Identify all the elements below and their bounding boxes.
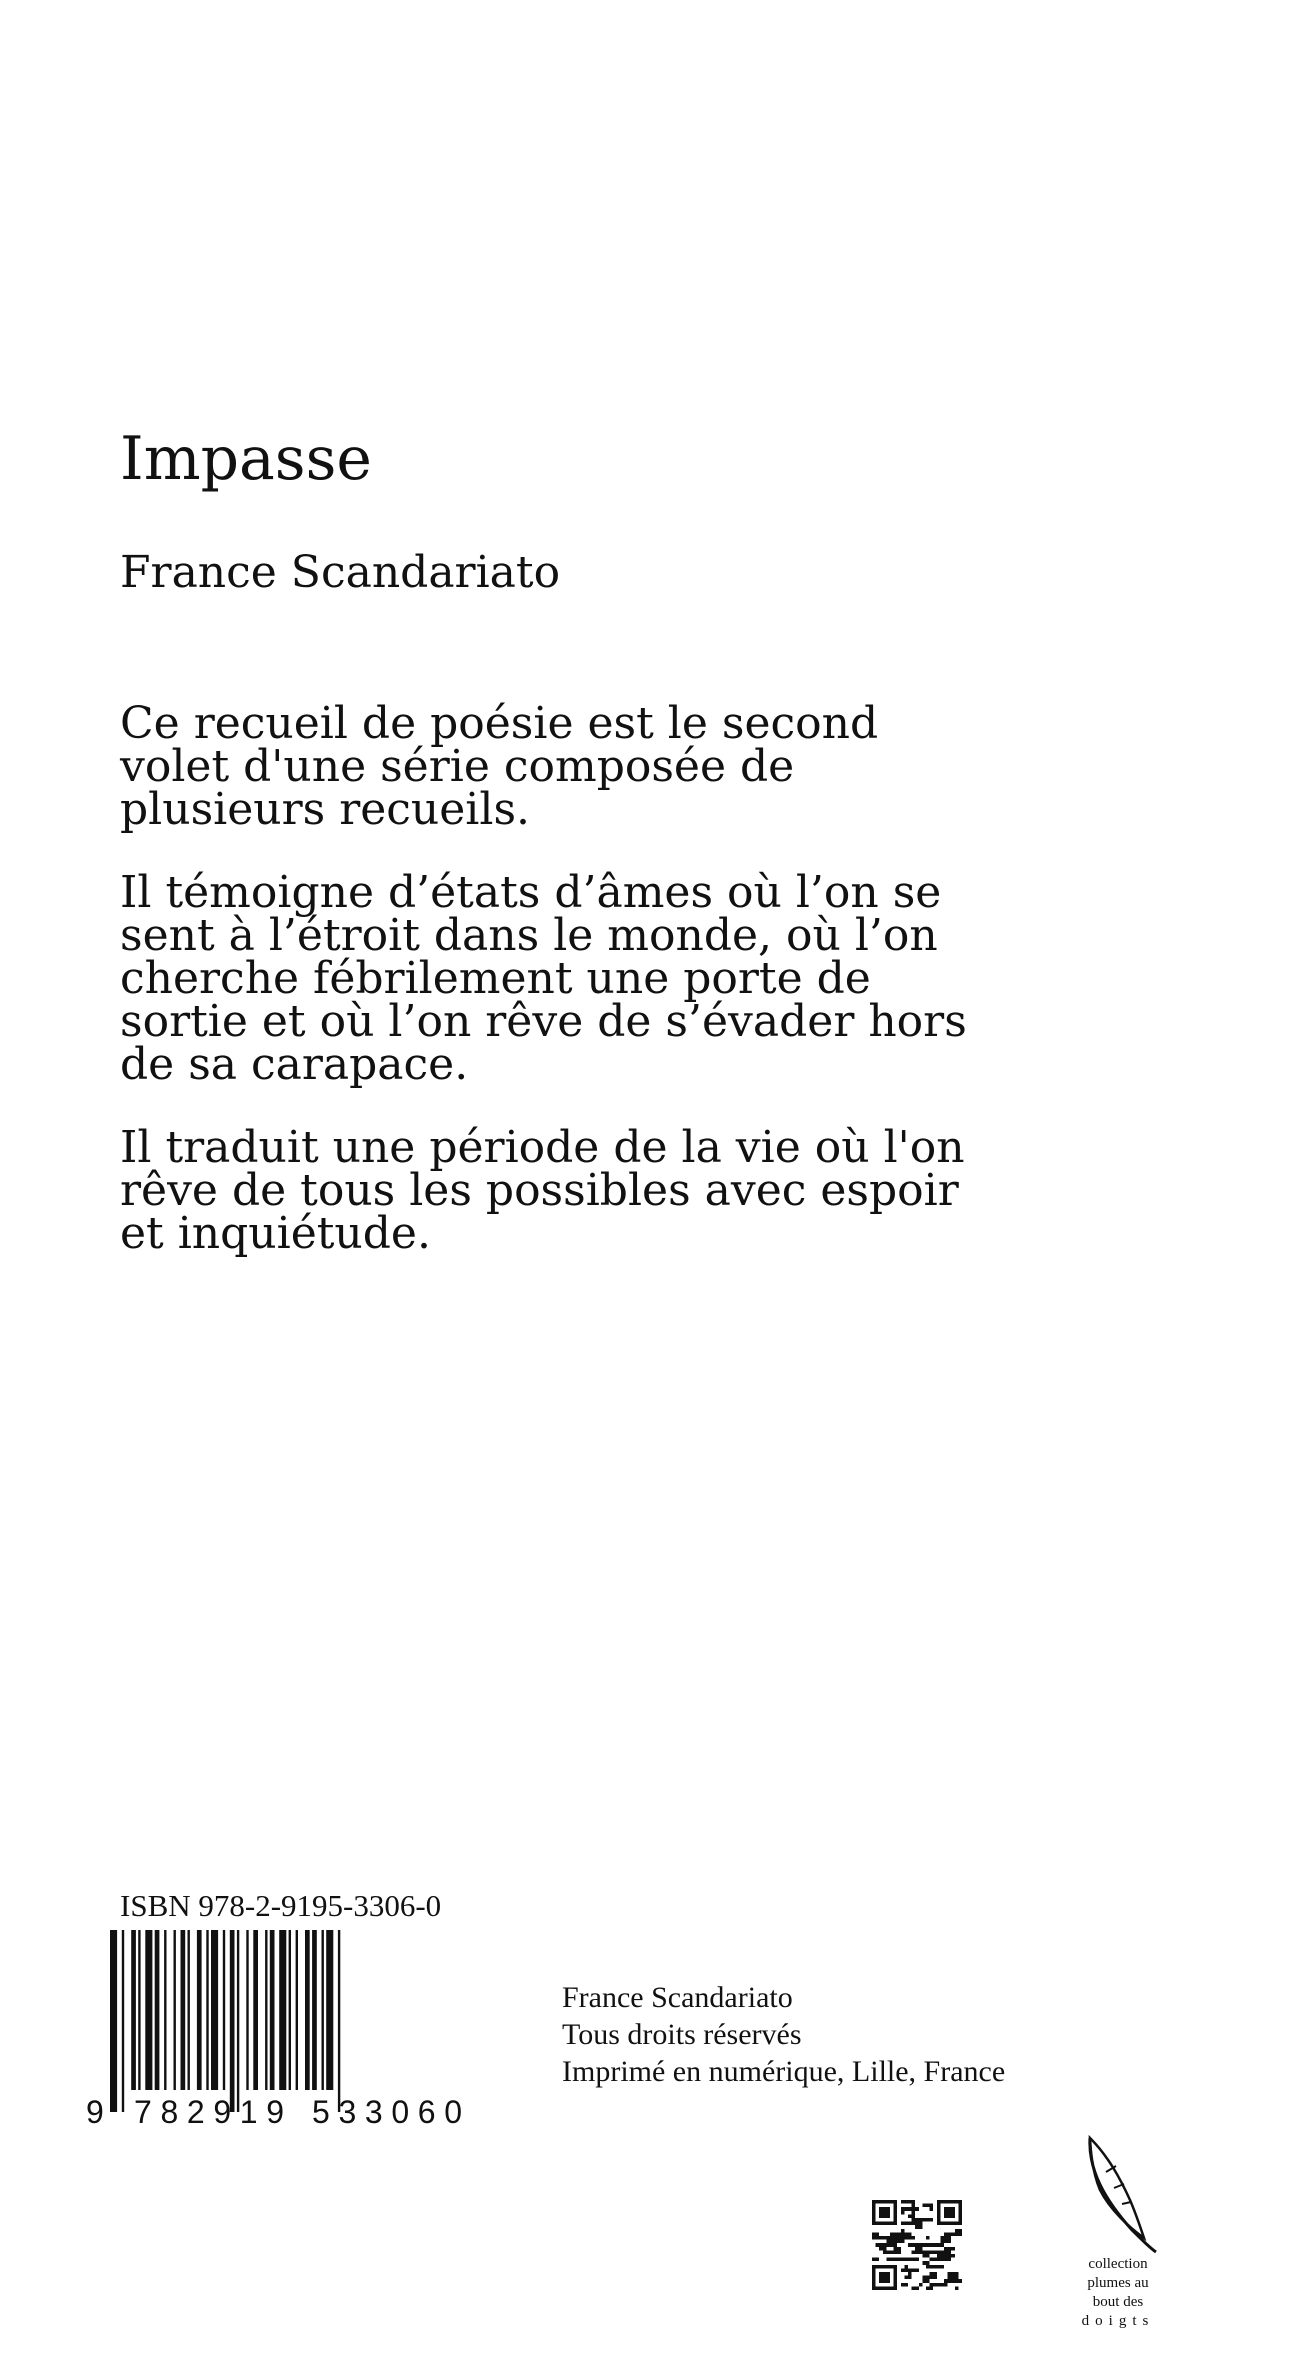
back-cover-blurb	[120, 698, 1000, 1295]
imprint-block	[562, 1979, 1005, 2090]
imprint-author: France Scandariato	[562, 1981, 793, 2014]
barcode-digits-right: 533060	[312, 2094, 462, 2130]
imprint-rights: Tous droits réservés	[562, 2018, 802, 2051]
collection-line-3: bout des	[1092, 2294, 1144, 2310]
barcode-graphic	[80, 1930, 510, 2130]
collection-line-1: collection	[1088, 2256, 1148, 2272]
barcode-digit-lead: 9	[86, 2094, 104, 2130]
collection-line-2: plumes au	[1087, 2275, 1149, 2291]
qr-code-icon	[872, 2200, 962, 2290]
book-title: Impasse	[120, 424, 372, 494]
collection-caption	[1058, 2255, 1178, 2331]
blurb-paragraph-1: Ce recueil de poésie est le second volet d'une série composée de plusieurs recueils.	[120, 698, 879, 835]
blurb-paragraph-2: Il témoigne d’états d’âmes où l’on se sent à l’étroit dans le monde, où l’on cherche fébrilement une porte de sortie et où l’on rêve de s’évader hors de sa carapace.	[120, 867, 967, 1090]
imprint-printing: Imprimé en numérique, Lille, France	[562, 2055, 1006, 2088]
barcode	[80, 1930, 510, 2130]
blurb-paragraph-3: Il traduit une période de la vie où l'on rêve de tous les possibles avec espoir et inquiétude.	[120, 1122, 965, 1259]
collection-line-4: doigts	[1081, 2313, 1155, 2329]
book-author: France Scandariato	[120, 547, 561, 598]
isbn-label: ISBN 978-2-9195-3306-0	[120, 1888, 442, 1923]
barcode-digits-left: 782919	[134, 2094, 284, 2130]
